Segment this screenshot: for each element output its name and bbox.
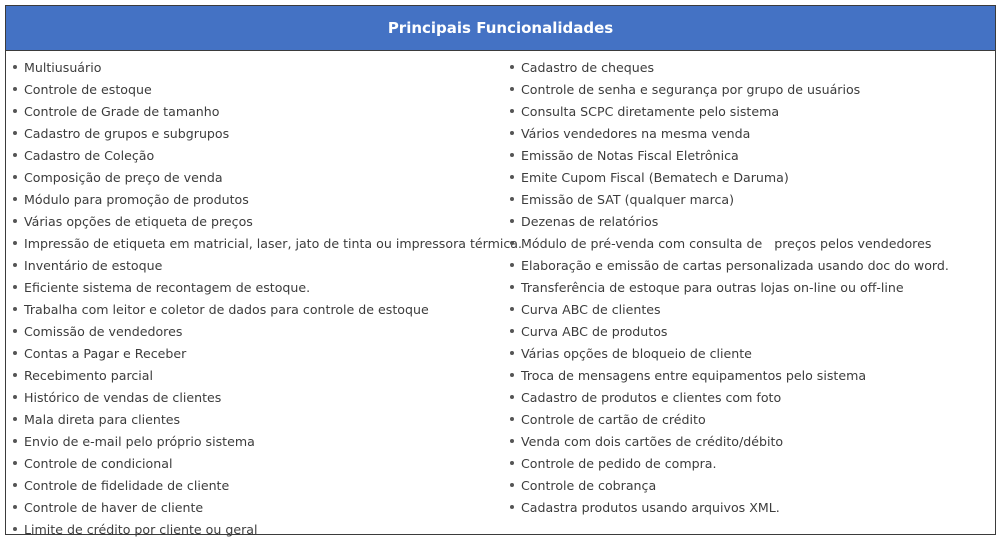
feature-list-item	[503, 144, 997, 166]
feature-label: Dezenas de relatórios	[521, 213, 659, 229]
feature-list-item	[6, 144, 502, 166]
feature-list-item	[503, 78, 997, 100]
feature-label: Controle de cobrança	[521, 477, 657, 493]
panel-title: Principais Funcionalidades	[387, 19, 614, 37]
feature-label: Emissão de SAT (qualquer marca)	[521, 191, 735, 207]
bullet-icon	[6, 153, 24, 157]
feature-label: Cadastro de produtos e clientes com foto	[521, 389, 782, 405]
feature-label: Controle de senha e segurança por grupo de usuários	[521, 81, 861, 97]
feature-list-item	[6, 210, 502, 232]
feature-label: Curva ABC de produtos	[521, 323, 668, 339]
feature-label: Consulta SCPC diretamente pelo sistema	[521, 103, 780, 119]
feature-label: Controle de fidelidade de cliente	[24, 477, 230, 493]
bullet-icon	[6, 263, 24, 267]
bullet-icon	[503, 131, 521, 135]
feature-list-item	[6, 518, 502, 540]
feature-list-item	[503, 254, 997, 276]
bullet-icon	[503, 329, 521, 333]
feature-list-item	[503, 474, 997, 496]
feature-list-item	[6, 452, 502, 474]
feature-list-item	[6, 342, 502, 364]
bullet-icon	[6, 241, 24, 245]
feature-label: Elaboração e emissão de cartas personalizada usando doc do word.	[521, 257, 949, 273]
feature-list-item	[6, 254, 502, 276]
bullet-icon	[6, 395, 24, 399]
bullet-icon	[503, 307, 521, 311]
feature-list-item	[503, 342, 997, 364]
bullet-icon	[6, 109, 24, 113]
bullet-icon	[6, 175, 24, 179]
bullet-icon	[6, 439, 24, 443]
feature-label: Envio de e-mail pelo próprio sistema	[24, 433, 255, 449]
features-panel	[5, 5, 996, 535]
bullet-icon	[6, 483, 24, 487]
bullet-icon	[6, 373, 24, 377]
feature-label: Multiusuário	[24, 59, 102, 75]
features-list-right	[503, 56, 997, 518]
feature-label: Eficiente sistema de recontagem de estoque.	[24, 279, 311, 295]
feature-label: Cadastro de cheques	[521, 59, 655, 75]
feature-list-item	[503, 298, 997, 320]
features-list-left	[6, 56, 523, 540]
bullet-icon	[503, 175, 521, 179]
feature-list-item	[6, 122, 502, 144]
feature-list-item	[503, 188, 997, 210]
feature-label: Módulo para promoção de produtos	[24, 191, 249, 207]
bullet-icon	[503, 285, 521, 289]
feature-list-item	[503, 386, 997, 408]
feature-list-item	[6, 78, 502, 100]
feature-list-item	[503, 364, 997, 386]
feature-list-item	[503, 320, 997, 342]
feature-label: Várias opções de bloqueio de cliente	[521, 345, 752, 361]
feature-list-item	[6, 430, 502, 452]
bullet-icon	[6, 417, 24, 421]
feature-label: Módulo de pré-venda com consulta de preços pelos vendedores	[521, 235, 932, 251]
bullet-icon	[6, 219, 24, 223]
bullet-icon	[503, 241, 521, 245]
bullet-icon	[6, 329, 24, 333]
feature-label: Cadastra produtos usando arquivos XML.	[521, 499, 780, 515]
feature-label: Impressão de etiqueta em matricial, laser, jato de tinta ou impressora térmica.	[24, 235, 523, 251]
feature-list-item	[6, 56, 502, 78]
bullet-icon	[503, 219, 521, 223]
feature-label: Composição de preço de venda	[24, 169, 223, 185]
feature-list-item	[6, 474, 502, 496]
feature-list-item	[6, 166, 502, 188]
feature-label: Comissão de vendedores	[24, 323, 183, 339]
feature-label: Transferência de estoque para outras lojas on-line ou off-line	[521, 279, 904, 295]
feature-label: Várias opções de etiqueta de preços	[24, 213, 253, 229]
feature-list-item	[503, 56, 997, 78]
feature-label: Controle de cartão de crédito	[521, 411, 706, 427]
panel-header	[6, 6, 995, 51]
feature-label: Venda com dois cartões de crédito/débito	[521, 433, 784, 449]
bullet-icon	[503, 483, 521, 487]
feature-label: Cadastro de grupos e subgrupos	[24, 125, 230, 141]
bullet-icon	[503, 439, 521, 443]
feature-label: Contas a Pagar e Receber	[24, 345, 187, 361]
bullet-icon	[503, 87, 521, 91]
bullet-icon	[503, 351, 521, 355]
feature-label: Curva ABC de clientes	[521, 301, 661, 317]
feature-label: Controle de haver de cliente	[24, 499, 204, 515]
feature-label: Controle de Grade de tamanho	[24, 103, 220, 119]
feature-list-item	[6, 100, 502, 122]
feature-label: Controle de pedido de compra.	[521, 455, 717, 471]
feature-list-item	[503, 430, 997, 452]
feature-list-item	[6, 496, 502, 518]
bullet-icon	[503, 395, 521, 399]
feature-label: Trabalha com leitor e coletor de dados para controle de estoque	[24, 301, 429, 317]
feature-list-item	[503, 166, 997, 188]
feature-list-item	[503, 100, 997, 122]
feature-label: Emissão de Notas Fiscal Eletrônica	[521, 147, 739, 163]
feature-label: Histórico de vendas de clientes	[24, 389, 222, 405]
feature-label: Controle de condicional	[24, 455, 173, 471]
bullet-icon	[503, 263, 521, 267]
feature-label: Emite Cupom Fiscal (Bematech e Daruma)	[521, 169, 789, 185]
feature-list-item	[6, 364, 502, 386]
bullet-icon	[6, 307, 24, 311]
bullet-icon	[503, 417, 521, 421]
features-columns	[6, 51, 995, 536]
bullet-icon	[6, 65, 24, 69]
bullet-icon	[6, 461, 24, 465]
feature-list-item	[503, 276, 997, 298]
feature-list-item	[6, 320, 502, 342]
bullet-icon	[6, 131, 24, 135]
bullet-icon	[6, 197, 24, 201]
bullet-icon	[6, 527, 24, 531]
bullet-icon	[503, 461, 521, 465]
bullet-icon	[503, 373, 521, 377]
feature-list-item	[6, 298, 502, 320]
bullet-icon	[6, 87, 24, 91]
feature-list-item	[6, 408, 502, 430]
bullet-icon	[503, 153, 521, 157]
feature-list-item	[6, 276, 502, 298]
bullet-icon	[6, 351, 24, 355]
bullet-icon	[503, 109, 521, 113]
feature-label: Recebimento parcial	[24, 367, 153, 383]
bullet-icon	[503, 505, 521, 509]
bullet-icon	[503, 65, 521, 69]
feature-label: Troca de mensagens entre equipamentos pelo sistema	[521, 367, 867, 383]
feature-list-item	[503, 210, 997, 232]
feature-label: Cadastro de Coleção	[24, 147, 155, 163]
feature-list-item	[6, 188, 502, 210]
feature-list-item	[6, 386, 502, 408]
feature-list-item	[503, 452, 997, 474]
feature-list-item	[503, 122, 997, 144]
feature-list-item	[6, 232, 523, 254]
feature-label: Inventário de estoque	[24, 257, 163, 273]
feature-label: Controle de estoque	[24, 81, 152, 97]
bullet-icon	[503, 197, 521, 201]
feature-label: Vários vendedores na mesma venda	[521, 125, 751, 141]
feature-list-item	[503, 496, 997, 518]
feature-list-item	[503, 232, 997, 254]
feature-label: Mala direta para clientes	[24, 411, 181, 427]
bullet-icon	[6, 505, 24, 509]
feature-list-item	[503, 408, 997, 430]
feature-label: Limite de crédito por cliente ou geral	[24, 521, 258, 537]
bullet-icon	[6, 285, 24, 289]
